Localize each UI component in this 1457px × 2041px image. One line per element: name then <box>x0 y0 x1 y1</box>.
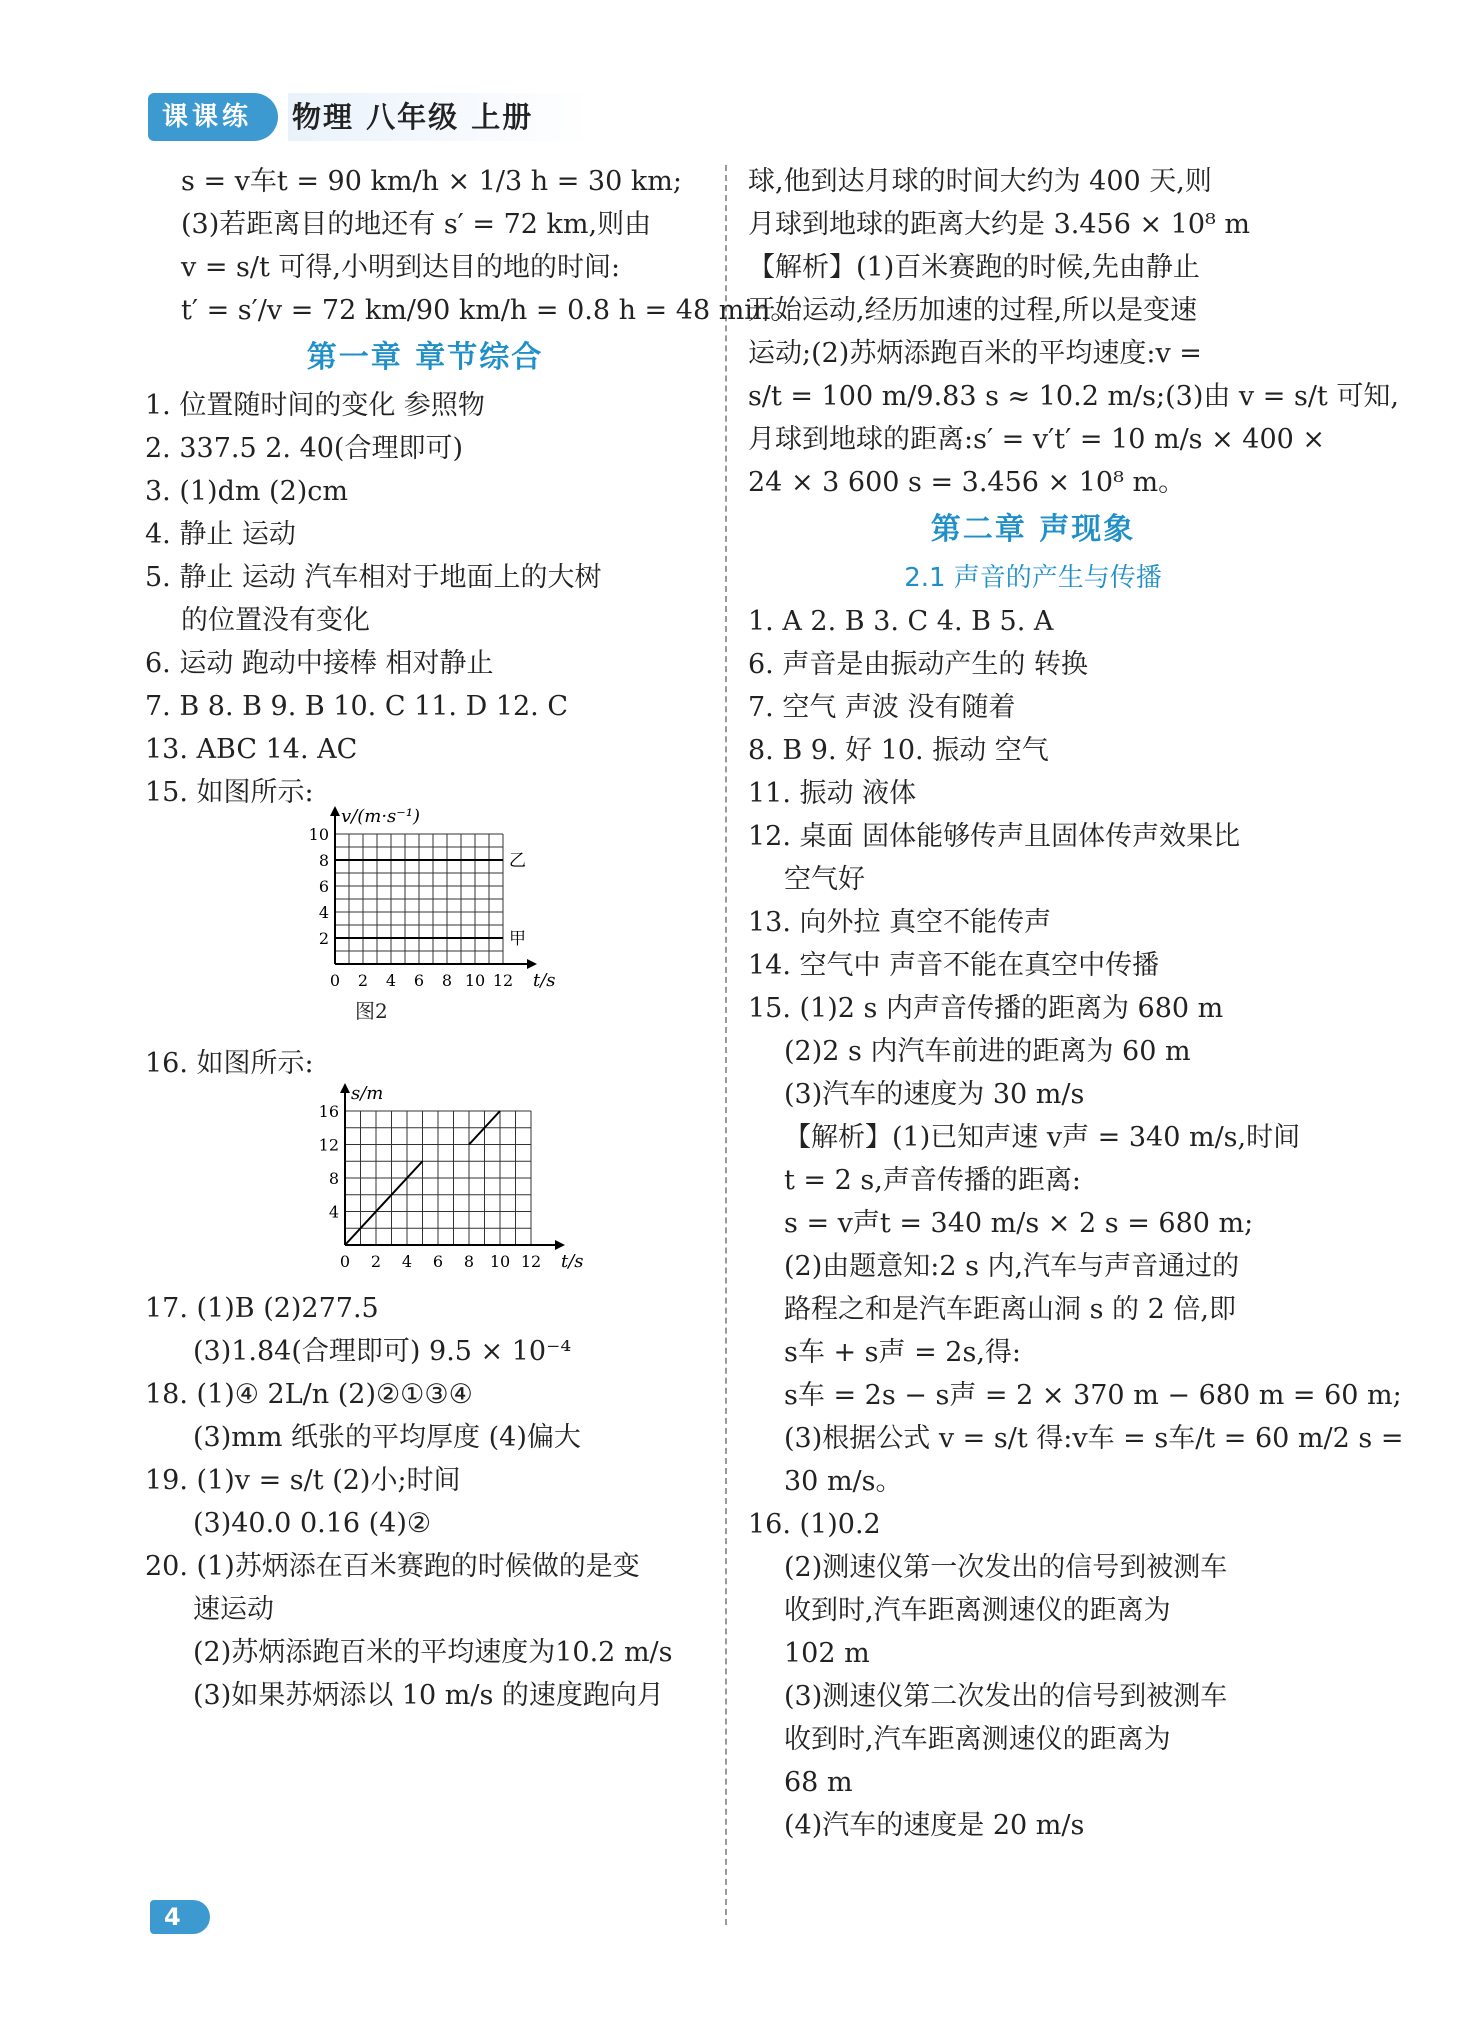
x-tick-label: 8 <box>463 1252 475 1271</box>
answer-line: 月球到地球的距离:s′ = v′t′ = 10 m/s × 400 × <box>748 424 1326 455</box>
x-tick-label: 10 <box>489 1252 511 1271</box>
answer-line: t′ = s′/v = 72 km/90 km/h = 0.8 h = 48 min。 <box>181 295 798 326</box>
answer-line: 16. 如图所示: <box>145 1048 314 1079</box>
x-tick-label: 0 <box>339 1252 351 1271</box>
x-axis-label: t/s <box>533 970 556 991</box>
answer-line: 收到时,汽车距离测速仪的距离为 <box>784 1724 1171 1755</box>
y-axis-label: s/m <box>351 1083 384 1104</box>
right-column <box>748 160 1404 1847</box>
answer-line: (2)由题意知:2 s 内,汽车与声音通过的 <box>784 1251 1240 1282</box>
answer-line: s = v车t = 90 km/h × 1/3 h = 30 km; <box>181 166 682 197</box>
answer-line: 【解析】(1)百米赛跑的时候,先由静止 <box>748 252 1200 283</box>
answer-line: 7. 空气 声波 没有随着 <box>748 692 1016 723</box>
answer-line: 68 m <box>784 1767 853 1798</box>
answer-line: 5. 静止 运动 汽车相对于地面上的大树 <box>145 562 602 593</box>
book-title: 物理 八年级 上册 <box>288 93 592 141</box>
chart-1 <box>295 806 556 994</box>
answer-line: 11. 振动 液体 <box>748 778 917 809</box>
y-tick-label: 2 <box>318 929 329 948</box>
answer-line: 20. (1)苏炳添在百米赛跑的时候做的是变 <box>145 1551 640 1582</box>
answer-line: (2)2 s 内汽车前进的距离为 60 m <box>784 1036 1191 1067</box>
answer-line: 7. B 8. B 9. B 10. C 11. D 12. C <box>145 691 568 722</box>
series-label: 甲 <box>509 929 526 949</box>
x-axis-arrow <box>527 959 537 969</box>
x-axis-arrow <box>555 1240 565 1250</box>
answer-line: (3)根据公式 v = s/t 得:v车 = s车/t = 60 m/2 s = <box>784 1423 1404 1454</box>
answer-line: 开始运动,经历加速的过程,所以是变速 <box>748 295 1198 326</box>
answer-line: 运动;(2)苏炳添跑百米的平均速度:v = <box>748 338 1202 369</box>
answer-line: (3)汽车的速度为 30 m/s <box>784 1079 1085 1110</box>
y-tick-label: 16 <box>318 1102 339 1121</box>
answer-line: (3)mm 纸张的平均厚度 (4)偏大 <box>193 1422 581 1453</box>
y-tick-label: 4 <box>328 1202 339 1222</box>
answer-line: s/t = 100 m/9.83 s ≈ 10.2 m/s;(3)由 v = s/t 可知, <box>748 381 1399 412</box>
answer-line: 14. 空气中 声音不能在真空中传播 <box>748 950 1160 981</box>
answer-line: 球,他到达月球的时间大约为 400 天,则 <box>748 166 1212 197</box>
answer-line: 30 m/s。 <box>784 1466 903 1497</box>
x-tick-label: 10 <box>464 971 486 990</box>
answer-line: t = 2 s,声音传播的距离: <box>784 1165 1081 1196</box>
figure-velocity-time <box>295 806 705 1042</box>
answer-line: 19. (1)v = s/t (2)小;时间 <box>145 1465 461 1496</box>
y-tick-label: 4 <box>318 903 329 922</box>
series-line <box>345 1161 423 1245</box>
answer-line: 【解析】(1)已知声速 v声 = 340 m/s,时间 <box>784 1122 1301 1153</box>
answer-line: 2. 337.5 2. 40(合理即可) <box>145 433 463 464</box>
answer-line: 4. 静止 运动 <box>145 519 296 550</box>
answer-line: (3)若距离目的地还有 s′ = 72 km,则由 <box>181 209 652 240</box>
answer-line: 102 m <box>784 1638 870 1669</box>
y-tick-label: 8 <box>328 1169 339 1188</box>
subsection-heading: 2.1 声音的产生与传播 <box>904 563 1162 593</box>
answer-line: (3)如果苏炳添以 10 m/s 的速度跑向月 <box>193 1680 664 1711</box>
figure-distance-time <box>295 1085 705 1287</box>
answer-line: 速运动 <box>193 1594 274 1625</box>
y-axis-label: v/(m·s⁻¹) <box>341 806 421 827</box>
x-tick-label: 4 <box>385 971 397 990</box>
answer-line: 空气好 <box>784 864 865 895</box>
answer-line: 13. 向外拉 真空不能传声 <box>748 907 1052 938</box>
answer-line: 24 × 3 600 s = 3.456 × 10⁸ m。 <box>748 467 1186 498</box>
figure-caption: 图2 <box>355 999 388 1023</box>
answer-line: 17. (1)B (2)277.5 <box>145 1293 379 1324</box>
x-tick-label: 12 <box>520 1252 542 1271</box>
x-tick-label: 6 <box>413 971 425 990</box>
answer-line: 12. 桌面 固体能够传声且固体传声效果比 <box>748 821 1241 852</box>
answer-line: 路程之和是汽车距离山洞 s 的 2 倍,即 <box>784 1294 1236 1325</box>
answer-line: 收到时,汽车距离测速仪的距离为 <box>784 1595 1171 1626</box>
y-tick-label: 12 <box>318 1135 339 1155</box>
answer-line: 18. (1)④ 2L/n (2)②①③④ <box>145 1379 473 1410</box>
left-column <box>145 160 798 1717</box>
x-tick-label: 2 <box>370 1252 382 1271</box>
x-tick-label: 2 <box>357 971 369 990</box>
answer-line: 13. ABC 14. AC <box>145 734 358 765</box>
answer-line: (3)测速仪第二次发出的信号到被测车 <box>784 1681 1228 1712</box>
answer-line: v = s/t 可得,小明到达目的地的时间: <box>181 252 621 283</box>
answer-line: s车 + s声 = 2s,得: <box>784 1337 1022 1368</box>
answer-line: s车 = 2s − s声 = 2 × 370 m − 680 m = 60 m; <box>784 1380 1402 1411</box>
answer-line: 3. (1)dm (2)cm <box>145 476 349 507</box>
answer-line: 的位置没有变化 <box>181 605 370 636</box>
answer-line: (2)测速仪第一次发出的信号到被测车 <box>784 1552 1228 1583</box>
answer-line: 8. B 9. 好 10. 振动 空气 <box>748 735 1049 766</box>
x-axis-label: t/s <box>561 1251 584 1272</box>
series-label: 乙 <box>509 851 526 871</box>
answer-line: 15. (1)2 s 内声音传播的距离为 680 m <box>748 993 1224 1024</box>
y-tick-label: 6 <box>318 877 329 896</box>
chart-2 <box>295 1083 584 1275</box>
answer-line: (3)40.0 0.16 (4)② <box>193 1508 432 1539</box>
x-tick-label: 6 <box>432 1252 444 1271</box>
answer-line: (2)苏炳添跑百米的平均速度为10.2 m/s <box>193 1637 673 1668</box>
x-tick-label: 8 <box>441 971 453 990</box>
y-tick-label: 10 <box>308 825 329 844</box>
x-tick-label: 4 <box>401 1252 413 1271</box>
column-divider <box>725 165 727 1925</box>
y-axis-arrow <box>340 1083 350 1093</box>
answer-line: (4)汽车的速度是 20 m/s <box>784 1810 1085 1841</box>
series-badge: 课课练 <box>148 93 278 141</box>
answer-line: 6. 运动 跑动中接棒 相对静止 <box>145 648 494 679</box>
answer-line: 16. (1)0.2 <box>748 1509 881 1540</box>
answer-line: 15. 如图所示: <box>145 777 314 808</box>
answer-line: (3)1.84(合理即可) 9.5 × 10⁻⁴ <box>193 1336 572 1367</box>
answer-line: s = v声t = 340 m/s × 2 s = 680 m; <box>784 1208 1254 1239</box>
answer-line: 6. 声音是由振动产生的 转换 <box>748 649 1088 680</box>
answer-line: 1. A 2. B 3. C 4. B 5. A <box>748 606 1054 637</box>
x-tick-label: 0 <box>329 971 341 990</box>
section-heading: 第一章 章节综合 <box>306 340 544 375</box>
answer-line: 1. 位置随时间的变化 参照物 <box>145 390 485 421</box>
y-tick-label: 8 <box>318 851 329 870</box>
x-tick-label: 12 <box>492 971 514 990</box>
page-number: 4 <box>150 1900 210 1934</box>
section-heading: 第二章 声现象 <box>930 512 1136 547</box>
answer-line: 月球到地球的距离大约是 3.456 × 10⁸ m <box>748 209 1251 240</box>
